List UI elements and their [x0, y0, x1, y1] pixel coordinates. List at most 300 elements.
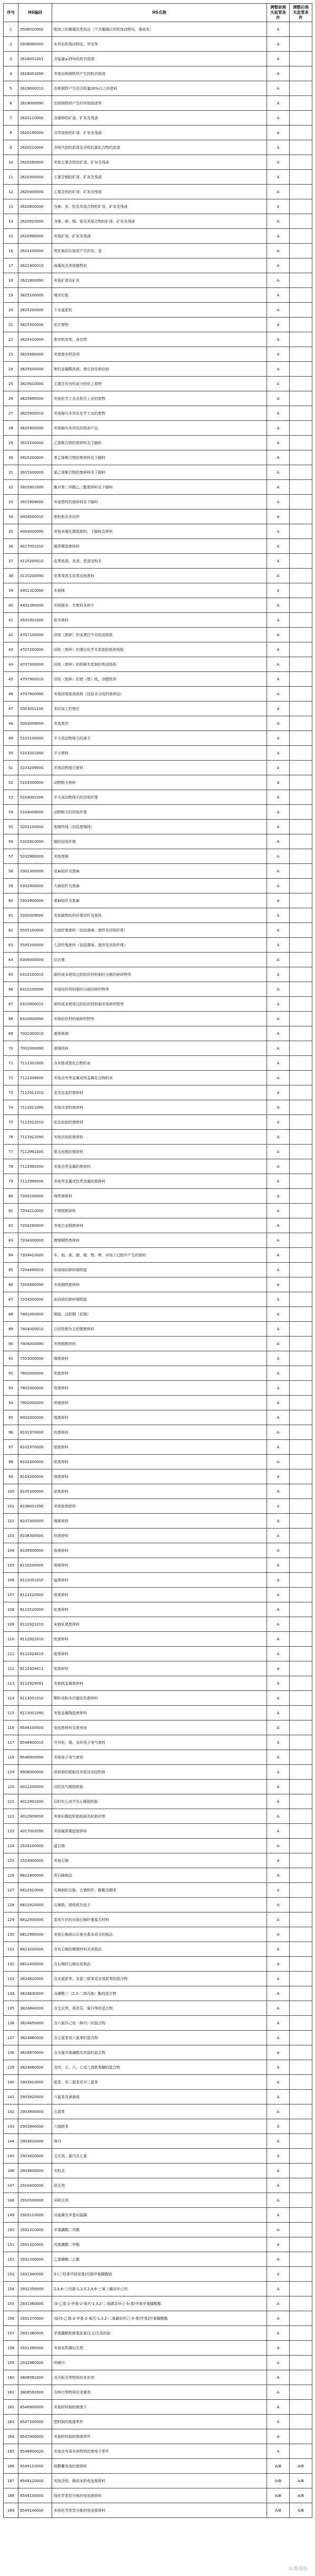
cell-after-condition [290, 879, 312, 893]
cell-hs-name: 铜锍；沉积铜（泥铜） [52, 1307, 267, 1322]
table-row [4, 1145, 312, 1159]
cell-hs-name: 锑废碎料 [52, 1558, 267, 1573]
cell-before-condition: A [267, 1647, 290, 1661]
table-row [4, 1204, 312, 1218]
cell-after-condition [290, 2060, 312, 2075]
cell-after-condition: A/B [290, 2459, 312, 2474]
cell-serial-no: 167 [4, 2474, 18, 2488]
cell-hs-code: 0508090000 [18, 37, 52, 52]
cell-hs-name: 镁废碎料 [52, 1469, 267, 1484]
cell-hs-code: 4707300000 [18, 657, 52, 672]
cell-after-condition [290, 465, 312, 480]
cell-serial-no: 11 [4, 170, 18, 185]
cell-before-condition: A [267, 1366, 290, 1381]
cell-after-condition [290, 1056, 312, 1071]
cell-hs-code: 8549140000 [18, 2503, 52, 2518]
cell-hs-name: 医疗废物 [52, 318, 267, 332]
cell-before-condition: A [267, 1174, 290, 1189]
cell-after-condition [290, 2119, 312, 2134]
cell-hs-code: 0508010000 [18, 22, 52, 37]
table-row [4, 1632, 312, 1647]
cell-hs-name: 六溴联苯 [52, 2119, 267, 2134]
table-row [4, 2016, 312, 2031]
cell-hs-name: 含五氯苯或六氯苯的混合物 [52, 2031, 267, 2045]
cell-after-condition [290, 1115, 312, 1130]
cell-hs-code: 7404000010 [18, 1322, 52, 1337]
cell-before-condition: A [267, 731, 290, 746]
cell-after-condition [290, 642, 312, 657]
cell-before-condition: A [267, 1750, 290, 1765]
table-row [4, 761, 312, 775]
cell-before-condition: A [267, 761, 290, 775]
cell-after-condition [290, 716, 312, 731]
cell-serial-no: 158 [4, 2341, 18, 2356]
cell-hs-code: 4012909000 [18, 1809, 52, 1824]
table-row [4, 2356, 312, 2370]
table-row [4, 2341, 312, 2356]
cell-serial-no: 14 [4, 214, 18, 229]
cell-hs-code: 2524100000 [18, 1839, 52, 1853]
cell-hs-code: 2931380000 [18, 2326, 52, 2341]
cell-hs-name: 废轮胎及其切块 [52, 510, 267, 524]
cell-serial-no: 88 [4, 1307, 18, 1322]
cell-before-condition: A [267, 1484, 290, 1499]
cell-serial-no: 75 [4, 1115, 18, 1130]
cell-after-condition [290, 539, 312, 554]
cell-after-condition [290, 1912, 312, 1927]
cell-serial-no: 133 [4, 1972, 18, 1986]
cell-serial-no: 46 [4, 687, 18, 701]
cell-hs-code: 4707200000 [18, 642, 52, 657]
cell-hs-code: 4004000010 [18, 510, 52, 524]
cell-hs-name: 镍废碎料 [52, 1351, 267, 1366]
cell-after-condition [290, 864, 312, 879]
table-row [4, 1780, 312, 1794]
cell-before-condition: A [267, 406, 290, 421]
cell-after-condition [290, 982, 312, 997]
cell-after-condition [290, 2208, 312, 2223]
cell-hs-code: 2931340000 [18, 2267, 52, 2282]
cell-serial-no: 155 [4, 2296, 18, 2311]
cell-serial-no: 41 [4, 613, 18, 628]
cell-serial-no: 116 [4, 1720, 18, 1735]
cell-after-condition: A/B [290, 2503, 312, 2518]
cell-hs-code: 8103300000 [18, 1455, 52, 1469]
cell-hs-name: 石棉制的衣服、衣着附件、鞋靴及帽类 [52, 1883, 267, 1898]
cell-hs-name: 新的或未使用过的纺织材料制其他碎织物等 [52, 997, 267, 1012]
cell-after-condition [290, 820, 312, 834]
cell-serial-no: 6 [4, 96, 18, 111]
cell-hs-code: 5302900000 [18, 879, 52, 893]
cell-before-condition: A [267, 1972, 290, 1986]
cell-after-condition [290, 746, 312, 761]
cell-after-condition [290, 214, 312, 229]
table-row [4, 2075, 312, 2090]
cell-before-condition: A [267, 1632, 290, 1647]
cell-before-condition: A [267, 2311, 290, 2326]
table-row [4, 244, 312, 258]
cell-hs-code: 7404000090 [18, 1337, 52, 1351]
cell-hs-name: 其他动物细毛废料 [52, 761, 267, 775]
cell-before-condition: A [267, 790, 290, 805]
cell-hs-name: 按化学类型分拣的电池废碎料 [52, 2488, 267, 2503]
cell-before-condition: A [267, 642, 290, 657]
cell-hs-name: 其他铋废碎料 [52, 1499, 267, 1514]
cell-before-condition: A [267, 1218, 290, 1233]
cell-after-condition [290, 672, 312, 687]
cell-serial-no: 150 [4, 2223, 18, 2237]
cell-before-condition: A [267, 2385, 290, 2400]
cell-serial-no: 67 [4, 997, 18, 1012]
table-row [4, 982, 312, 997]
table-row [4, 1174, 312, 1189]
cell-hs-code: 7204290000 [18, 1218, 52, 1233]
cell-after-condition [290, 244, 312, 258]
cell-hs-name: 双[(5-乙基-2-甲基-2-氧代-1,3,2-二氧磷杂环己-5-基)甲基]甲基膦酸酯 [52, 2311, 267, 2326]
cell-serial-no: 61 [4, 908, 18, 923]
cell-serial-no: 97 [4, 1440, 18, 1455]
cell-after-condition [290, 170, 312, 185]
cell-before-condition: A [267, 1986, 290, 2001]
cell-hs-name: 焚化城市垃圾所产生的灰、渣 [52, 244, 267, 258]
cell-after-condition [290, 1957, 312, 1972]
cell-before-condition: A [267, 1292, 290, 1307]
cell-before-condition: A [267, 1691, 290, 1706]
cell-serial-no: 86 [4, 1277, 18, 1292]
cell-serial-no: 17 [4, 258, 18, 273]
cell-before-condition: A [267, 2104, 290, 2119]
table-row [4, 1972, 312, 1986]
cell-hs-code: 5103209000 [18, 761, 52, 775]
cell-hs-code: 4012200000 [18, 1780, 52, 1794]
cell-before-condition: A [267, 849, 290, 864]
table-row [4, 1602, 312, 1617]
table-row [4, 1410, 312, 1425]
cell-serial-no: 95 [4, 1410, 18, 1425]
cell-serial-no: 16 [4, 244, 18, 258]
cell-hs-name: 供拆卸的船舶及其他浮动结构体 [52, 1765, 267, 1780]
cell-serial-no: 8 [4, 126, 18, 140]
cell-hs-code: 8113001010 [18, 1691, 52, 1706]
cell-serial-no: 103 [4, 1529, 18, 1543]
cell-after-condition: A/B [290, 2474, 312, 2488]
cell-after-condition [290, 2370, 312, 2385]
cell-serial-no: 20 [4, 303, 18, 318]
cell-after-condition [290, 2090, 312, 2104]
table-row [4, 657, 312, 672]
cell-hs-code: 7112999000 [18, 1174, 52, 1189]
cell-hs-code: 6811400000 [18, 1957, 52, 1972]
cell-before-condition: A [267, 879, 290, 893]
cell-hs-name: 铂及包铂的废碎料 [52, 1115, 267, 1130]
cell-before-condition: A [267, 967, 290, 982]
cell-before-condition: A [267, 982, 290, 997]
cell-before-condition: A [267, 834, 290, 849]
table-row [4, 1868, 312, 1883]
cell-hs-name: 玻璃块料 [52, 1041, 267, 1056]
cell-hs-code: 8547900000 [18, 2429, 52, 2444]
cell-hs-code: 8108300000 [18, 1529, 52, 1543]
cell-before-condition: A [267, 2208, 290, 2223]
table-row [4, 1071, 312, 1085]
cell-hs-name: 皮革废渣、灰渣、淤渣及粉末 [52, 554, 267, 569]
table-row [4, 1573, 312, 1588]
cell-before-condition: A [267, 1396, 290, 1410]
table-row [4, 1159, 312, 1174]
cell-serial-no: 96 [4, 1425, 18, 1440]
table-row [4, 1292, 312, 1307]
table-row [4, 155, 312, 170]
cell-after-condition [290, 1499, 312, 1514]
table-row [4, 2459, 312, 2474]
table-row [4, 2104, 312, 2119]
cell-after-condition [290, 2031, 312, 2045]
table-row [4, 938, 312, 953]
table-row [4, 1218, 312, 1233]
cell-after-condition [290, 155, 312, 170]
cell-serial-no: 4 [4, 66, 18, 81]
cell-serial-no: 125 [4, 1853, 18, 1868]
table-row [4, 1337, 312, 1351]
cell-hs-code: 7204300000 [18, 1233, 52, 1248]
table-row [4, 1381, 312, 1396]
cell-before-condition: A [267, 1041, 290, 1056]
cell-after-condition [290, 2149, 312, 2164]
cell-serial-no: 42 [4, 628, 18, 642]
cell-hs-name: 聚对苯二甲酸乙二酯废碎料及下脚料 [52, 480, 267, 495]
cell-before-condition: A [267, 775, 290, 790]
cell-hs-code: 7204500000 [18, 1292, 52, 1307]
cell-before-condition: A [267, 864, 290, 879]
cell-serial-no: 84 [4, 1248, 18, 1263]
cell-before-condition: A [267, 2016, 290, 2031]
cell-hs-name: 铬废碎料 [52, 1588, 267, 1602]
table-row [4, 1853, 312, 1868]
cell-hs-code: 6812910000 [18, 1883, 52, 1898]
cell-hs-name: 含全氟辛基磺酸及其盐的混合物 [52, 2045, 267, 2060]
cell-before-condition: A [267, 1248, 290, 1263]
cell-hs-name: 其他含铅、镉或汞的电池废碎料 [52, 2474, 267, 2488]
cell-serial-no: 38 [4, 569, 18, 583]
table-row [4, 1130, 312, 1145]
cell-serial-no: 134 [4, 1986, 18, 2001]
cell-hs-name: 银及包银的废碎料 [52, 1145, 267, 1159]
cell-hs-code: 3824820000 [18, 1972, 52, 1986]
cell-hs-name: 乙烯聚合物的废碎料及下脚料 [52, 436, 267, 450]
cell-after-condition [290, 52, 312, 66]
cell-before-condition: A [267, 391, 290, 406]
cell-hs-name: 含有石棉的摩擦材料及其制品 [52, 1942, 267, 1957]
cell-after-condition [290, 199, 312, 214]
cell-hs-name: 镀锡钢铁废碎料 [52, 1233, 267, 1248]
cell-after-condition [290, 1514, 312, 1529]
cell-before-condition: A [267, 1957, 290, 1972]
cell-hs-code: 2620190000 [18, 126, 52, 140]
cell-after-condition [290, 1351, 312, 1366]
cell-after-condition [290, 1720, 312, 1735]
cell-serial-no: 111 [4, 1647, 18, 1661]
cell-serial-no: 163 [4, 2415, 18, 2429]
cell-hs-code: 8112921010 [18, 1617, 52, 1632]
cell-after-condition [290, 2444, 312, 2459]
cell-hs-name: 甲基膦酸和脒基尿素(1:1)生成的盐 [52, 2326, 267, 2341]
cell-hs-name: 其他金属陶瓷废碎料 [52, 1706, 267, 1720]
cell-serial-no: 117 [4, 1735, 18, 1750]
watermark-text: 标准排版 [288, 2567, 308, 2572]
table-row [4, 2149, 312, 2164]
table-row [4, 66, 312, 81]
table-row [4, 672, 312, 687]
cell-after-condition [290, 583, 312, 598]
cell-hs-name: 异狄氏剂 [52, 2193, 267, 2208]
cell-hs-code: 4707900090 [18, 687, 52, 701]
cell-hs-code: 7112911010 [18, 1085, 52, 1100]
cell-serial-no: 13 [4, 199, 18, 214]
table-row [4, 2385, 312, 2400]
table-row [4, 2429, 312, 2444]
cell-hs-name: 狄氏剂 [52, 2178, 267, 2193]
cell-hs-name: 回收（废碎）的漂白化学木浆制的纸和纸板 [52, 642, 267, 657]
cell-after-condition [290, 893, 312, 908]
cell-before-condition: A [267, 539, 290, 554]
cell-after-condition [290, 1676, 312, 1691]
cell-before-condition: A [267, 1809, 290, 1824]
cell-hs-name: 旧的充气橡胶轮胎 [52, 1780, 267, 1794]
table-row [4, 2311, 312, 2326]
cell-after-condition [290, 1824, 312, 1839]
table-row [4, 1647, 312, 1661]
cell-after-condition [290, 923, 312, 938]
table-row [4, 849, 312, 864]
cell-hs-name: 卷或片状的压缩石棉纤维接合材料 [52, 1912, 267, 1927]
cell-hs-code: 3825100000 [18, 288, 52, 303]
cell-hs-name: 动物粗毛废料 [52, 775, 267, 790]
cell-hs-code: 8548900090 [18, 1750, 52, 1765]
cell-before-condition: A [267, 2164, 290, 2178]
cell-after-condition [290, 1898, 312, 1912]
cell-hs-code: 6309000000 [18, 953, 52, 967]
cell-serial-no: 58 [4, 864, 18, 879]
cell-hs-code: 2619000010 [18, 81, 52, 96]
cell-hs-name: 其他纺织材料制经分拣的碎织物等 [52, 982, 267, 997]
cell-serial-no: 48 [4, 716, 18, 731]
cell-before-condition: A [267, 2370, 290, 2385]
cell-before-condition: A [267, 288, 290, 303]
cell-after-condition [290, 229, 312, 244]
cell-serial-no: 169 [4, 2503, 18, 2518]
table-row [4, 731, 312, 746]
cell-serial-no: 101 [4, 1499, 18, 1514]
cell-hs-code: 2920110000 [18, 2208, 52, 2223]
cell-hs-code: 5003009000 [18, 716, 52, 731]
cell-hs-name: 铪废碎料 [52, 1661, 267, 1676]
cell-hs-name: 羊毛废料 [52, 746, 267, 761]
cell-hs-name: 其他钢铁废碎料 [52, 1277, 267, 1292]
cell-before-condition: A [267, 2001, 290, 2016]
cell-after-condition [290, 318, 312, 332]
cell-hs-name: 其他废有机溶剂 [52, 347, 267, 362]
cell-after-condition [290, 2104, 312, 2119]
cell-hs-name: 羊毛或动物细毛的落毛 [52, 731, 267, 746]
cell-hs-code: 8105300000 [18, 1484, 52, 1499]
cell-hs-code: 6310900090 [18, 1012, 52, 1026]
cell-serial-no: 35 [4, 524, 18, 539]
cell-serial-no: 151 [4, 2237, 18, 2252]
cell-before-condition: A [267, 2267, 290, 2282]
cell-hs-code: 5202990000 [18, 849, 52, 864]
cell-before-condition: A [267, 1159, 290, 1174]
cell-before-condition: A [267, 185, 290, 199]
cell-before-condition: A [267, 1026, 290, 1041]
cell-hs-name: 软木废料 [52, 613, 267, 628]
cell-serial-no: 10 [4, 155, 18, 170]
cell-hs-name: 其他石棉或以石棉为基本成分的制品 [52, 1927, 267, 1942]
cell-hs-name: 含四、五、六、七或八溴联苯醚的混合物 [52, 2060, 267, 2075]
cell-serial-no: 130 [4, 1927, 18, 1942]
cell-hs-code: 2618001090 [18, 66, 52, 81]
table-row [4, 362, 312, 377]
cell-before-condition: A [267, 1868, 290, 1883]
cell-before-condition: A [267, 953, 290, 967]
table-row [4, 2031, 312, 2045]
table-row [4, 273, 312, 288]
cell-before-condition: A [267, 1189, 290, 1204]
cell-hs-name: 含其他锌的矿渣、矿灰及残渣 [52, 126, 267, 140]
cell-hs-name: 供再熔的碎料钢铁锭 [52, 1292, 267, 1307]
cell-serial-no: 160 [4, 2370, 18, 2385]
cell-serial-no: 100 [4, 1484, 18, 1499]
cell-hs-name: 含艾氏剂、毒杀芬、氯丹等的混合物 [52, 2001, 267, 2016]
cell-serial-no: 77 [4, 1145, 18, 1159]
cell-before-condition: A [267, 687, 290, 701]
cell-serial-no: 168 [4, 2488, 18, 2503]
cell-hs-name: 其他含有贵金属或贵金属化合物的灰 [52, 1071, 267, 1085]
table-row [4, 332, 312, 347]
cell-before-condition: A [267, 2429, 290, 2444]
cell-hs-code: 8549120000 [18, 2474, 52, 2488]
cell-before-condition: A [267, 347, 290, 362]
cell-after-condition [290, 1927, 312, 1942]
cell-serial-no: 25 [4, 377, 18, 391]
cell-hs-name: 其他旧橡胶轮胎胎面及轮胎衬带 [52, 1809, 267, 1824]
table-row [4, 421, 312, 436]
table-row [4, 554, 312, 569]
cell-hs-code: 6812930000 [18, 1912, 52, 1927]
cell-after-condition [290, 2400, 312, 2415]
cell-hs-name: 羊毛或动物细毛的回收纤维 [52, 790, 267, 805]
cell-hs-name: 冶炼钢铁产生的含钒量30%以上的废料 [52, 81, 267, 96]
table-row [4, 1322, 312, 1337]
cell-after-condition [290, 1440, 312, 1455]
cell-hs-code: 2621100000 [18, 244, 52, 258]
cell-hs-name: 呋喃丹 [52, 2356, 267, 2370]
cell-serial-no: 3 [4, 52, 18, 66]
cell-before-condition: A [267, 1602, 290, 1617]
cell-after-condition [290, 96, 312, 111]
cell-before-condition: A [267, 1617, 290, 1632]
cell-hs-code: 5301300000 [18, 864, 52, 879]
table-row [4, 436, 312, 450]
cell-hs-name: 温石棉 [52, 1839, 267, 1853]
cell-hs-name: 锌废碎料 [52, 1396, 267, 1410]
cell-hs-name: 城市垃圾 [52, 288, 267, 303]
cell-serial-no: 110 [4, 1632, 18, 1647]
table-row [4, 1676, 312, 1691]
table-row [4, 1425, 312, 1440]
cell-after-condition [290, 2356, 312, 2370]
table-row [4, 199, 312, 214]
cell-serial-no: 115 [4, 1706, 18, 1720]
